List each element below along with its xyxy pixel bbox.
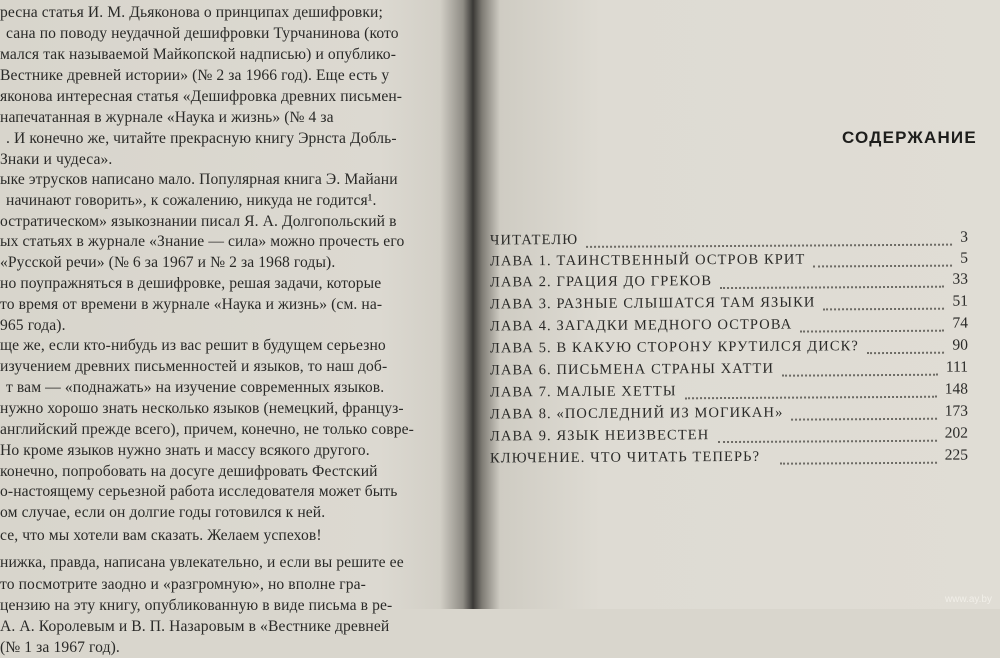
toc-entry bbox=[490, 401, 968, 426]
toc-entry bbox=[490, 357, 968, 382]
left-text-line: «Русской речи» (№ 6 за 1967 и № 2 за 1968 годы). bbox=[0, 254, 336, 271]
toc-entry-label: ЛАВА 6. ПИСЬМЕНА СТРАНЫ ХАТТИ bbox=[489, 360, 775, 379]
toc-leader-dots bbox=[685, 394, 937, 400]
toc-leader-dots bbox=[782, 372, 938, 377]
toc-entry-label: ЛАВА 7. МАЛЫЕ ХЕТТЫ bbox=[489, 383, 677, 401]
left-text-line: яконова интересная статья «Дешифровка древних письмен- bbox=[0, 88, 403, 105]
left-text-line: ом случае, если он долгие годы готовился к ней. bbox=[0, 504, 326, 521]
left-text-line: нижка, правда, написана увлекательно, и если вы решите ее bbox=[0, 554, 404, 571]
left-text-line: Знаки и чудеса». bbox=[0, 151, 113, 168]
left-text-line: ресна статья И. М. Дьяконова о принципах дешифровки; bbox=[0, 4, 383, 21]
toc-leader-dots bbox=[867, 350, 944, 354]
left-text-line: но поупражняться в дешифровке, решая задачи, которые bbox=[0, 275, 382, 292]
watermark: www.ay.by bbox=[944, 594, 992, 605]
toc-entry-label: ЛАВА 8. «ПОСЛЕДНИЙ ИЗ МОГИКАН» bbox=[489, 404, 784, 423]
toc-entry-label: ЛАВА 9. ЯЗЫК НЕИЗВЕСТЕН bbox=[489, 427, 710, 445]
toc-entry-page: 111 bbox=[945, 358, 969, 376]
toc-entry-label: КЛЮЧЕНИЕ. ЧТО ЧИТАТЬ ТЕПЕРЬ? bbox=[489, 448, 761, 467]
toc-entry-page: 148 bbox=[944, 380, 969, 398]
toc-entry bbox=[490, 313, 968, 338]
left-text-line: то время от времени в журнале «Наука и жизнь» (см. на- bbox=[0, 296, 383, 313]
toc-entry-page: 51 bbox=[952, 292, 969, 310]
left-text-line: о-настоящему серьезной работа исследователя может быть bbox=[0, 483, 398, 500]
left-text-line: то посмотрите заодно и «разгромную», но вполне гра- bbox=[0, 576, 366, 593]
left-text-line: Вестнике древней истории» (№ 2 за 1966 год). Еще есть у bbox=[0, 67, 390, 84]
toc-entry-page: 3 bbox=[960, 228, 969, 246]
toc-leader-dots bbox=[720, 284, 944, 289]
toc-entry bbox=[490, 379, 968, 404]
left-text-line: ых статьях в журнале «Знание — сила» можно прочесть его bbox=[0, 233, 405, 250]
contents-title: СОДЕРЖАНИЕ bbox=[842, 128, 977, 147]
toc-leader-dots bbox=[800, 328, 944, 333]
toc-entry-page: 202 bbox=[944, 424, 969, 442]
left-text-line: ще же, если кто-нибудь из вас решит в будущем серьезно bbox=[0, 337, 386, 354]
toc-leader-dots bbox=[718, 438, 937, 443]
toc-entry-page: 173 bbox=[944, 402, 969, 420]
toc-leader-dots bbox=[823, 306, 944, 311]
toc-leader-dots bbox=[780, 460, 937, 465]
toc-entry-label: ЛАВА 5. В КАКУЮ СТОРОНУ КРУТИЛСЯ ДИСК? bbox=[489, 338, 859, 357]
left-page bbox=[0, 0, 468, 656]
toc-leader-dots bbox=[586, 242, 952, 248]
left-text-line: английский прежде всего), причем, конечно, не только совре- bbox=[0, 421, 414, 438]
left-text-line: напечатанная в журнале «Наука и жизнь» (№ 4 за bbox=[0, 109, 334, 126]
left-text-line: начинают говорить», к сожалению, никуда не годится¹. bbox=[6, 192, 377, 209]
toc-entry-page: 5 bbox=[960, 249, 969, 267]
left-text-line: (№ 1 за 1967 год). bbox=[0, 639, 120, 656]
toc-entry-page: 225 bbox=[944, 446, 969, 464]
left-text-line: сана по поводу неудачной дешифровки Турчанинова (кото bbox=[6, 25, 399, 42]
right-page-contents bbox=[490, 0, 1000, 609]
left-text-line: остратическом» языкознании писал Я. А. Долгопольский в bbox=[0, 213, 397, 230]
left-text-line: ыке этрусков написано мало. Популярная книга Э. Майани bbox=[0, 171, 398, 188]
left-text-line: изучением древних письменностей и языков, то наш доб- bbox=[0, 358, 388, 375]
left-text-line: . И конечно же, читайте прекрасную книгу Эрнста Добль- bbox=[6, 130, 397, 147]
left-text-line: се, что мы хотели вам сказать. Желаем успехов! bbox=[0, 527, 322, 544]
left-text-line: мался так называемой Майкопской надписью) и опублико- bbox=[0, 46, 396, 63]
toc-leader-dots bbox=[813, 263, 952, 268]
toc-entry-label: ЛАВА 3. РАЗНЫЕ СЛЫШАТСЯ ТАМ ЯЗЫКИ bbox=[489, 294, 816, 313]
toc-leader-dots bbox=[791, 416, 937, 421]
left-text-line: Но кроме языков нужно знать и массу всякого другого. bbox=[0, 442, 370, 459]
left-text-line: 965 года). bbox=[0, 317, 66, 334]
left-text-line: цензию на эту книгу, опубликованную в виде письма в ре- bbox=[0, 597, 393, 614]
toc-entry bbox=[490, 269, 968, 294]
toc-entry-page: 90 bbox=[952, 336, 969, 354]
toc-entry bbox=[490, 445, 968, 470]
left-text-line: нужно хорошо знать несколько языков (немецкий, француз- bbox=[0, 400, 404, 417]
left-text-line: т вам — «поднажать» на изучение современных языков. bbox=[6, 379, 385, 396]
toc-entry-label: ЛАВА 4. ЗАГАДКИ МЕДНОГО ОСТРОВА bbox=[489, 316, 793, 335]
toc-entry-label: ЛАВА 2. ГРАЦИЯ ДО ГРЕКОВ bbox=[489, 273, 713, 291]
toc-entry-label: ЛАВА 1. ТАИНСТВЕННЫЙ ОСТРОВ КРИТ bbox=[489, 251, 806, 270]
left-text-line: А. А. Королевым и В. П. Назаровым в «Вестнике древней bbox=[0, 618, 390, 635]
toc-entry-page: 74 bbox=[952, 314, 969, 332]
toc-entry bbox=[490, 291, 968, 316]
toc-entry bbox=[490, 335, 968, 360]
toc-entry-page: 33 bbox=[952, 270, 969, 288]
left-text-line: конечно, попробовать на досуге дешифровать Фестский bbox=[0, 463, 378, 480]
toc-entry-label: ЧИТАТЕЛЮ bbox=[489, 231, 579, 249]
toc-entry bbox=[490, 423, 968, 448]
